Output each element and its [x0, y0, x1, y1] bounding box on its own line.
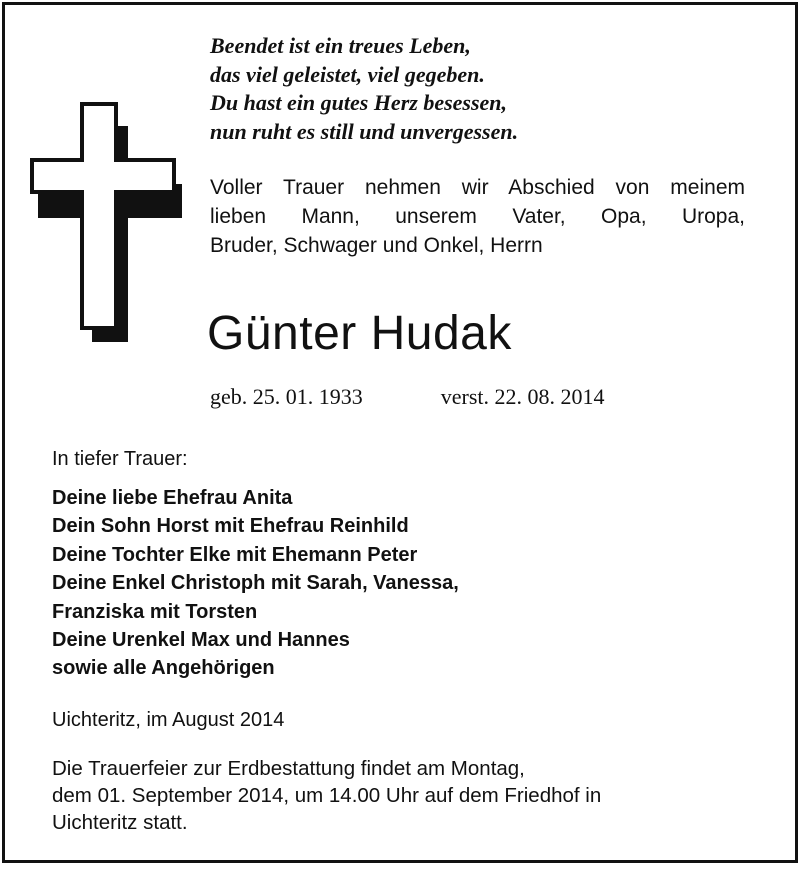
life-dates — [210, 382, 605, 412]
poem-line: nun ruht es still und unvergessen. — [210, 118, 519, 144]
mourner-line: Franziska mit Torsten — [52, 600, 258, 623]
poem-line: das viel geleistet, viel gegeben. — [210, 61, 485, 87]
poem-line: Beendet ist ein treues Leben, — [210, 33, 471, 58]
memorial-poem — [210, 32, 518, 146]
intro-line: lieben Mann, unserem Vater, Opa, Uropa, — [210, 205, 745, 228]
mourner-line: Deine Enkel Christoph mit Sarah, Vanessa, — [52, 572, 459, 595]
intro-line: Voller Trauer nehmen wir Abschied von meinem — [210, 176, 745, 199]
farewell-intro — [210, 173, 745, 260]
mourners-heading: In tiefer Trauer: — [52, 448, 188, 470]
funeral-line: Uichteritz statt. — [52, 811, 188, 834]
mourner-line: Dein Sohn Horst mit Ehefrau Reinhild — [52, 515, 409, 538]
mourner-line: Deine Tochter Elke mit Ehemann Peter — [52, 543, 418, 566]
funeral-line: Die Trauerfeier zur Erdbestattung findet am Montag, — [52, 757, 525, 780]
funeral-notice — [52, 755, 601, 836]
poem-line: Du hast ein gutes Herz besessen, — [210, 90, 508, 115]
place-and-date: Uichteritz, im August 2014 — [52, 709, 285, 731]
mourner-line: sowie alle Angehörigen — [52, 657, 275, 680]
deceased-name: Günter Hudak — [207, 307, 512, 360]
birth-date: geb. 25. 01. 1933 — [210, 384, 363, 409]
christian-cross-icon — [30, 102, 190, 342]
mourner-line: Deine liebe Ehefrau Anita — [52, 487, 293, 509]
death-date: verst. 22. 08. 2014 — [440, 384, 605, 409]
mourner-line: Deine Urenkel Max und Hannes — [52, 629, 350, 652]
funeral-line: dem 01. September 2014, um 14.00 Uhr auf dem Friedhof in — [52, 784, 602, 807]
mourners-list — [52, 484, 459, 683]
intro-line: Bruder, Schwager und Onkel, Herrn — [210, 234, 543, 257]
